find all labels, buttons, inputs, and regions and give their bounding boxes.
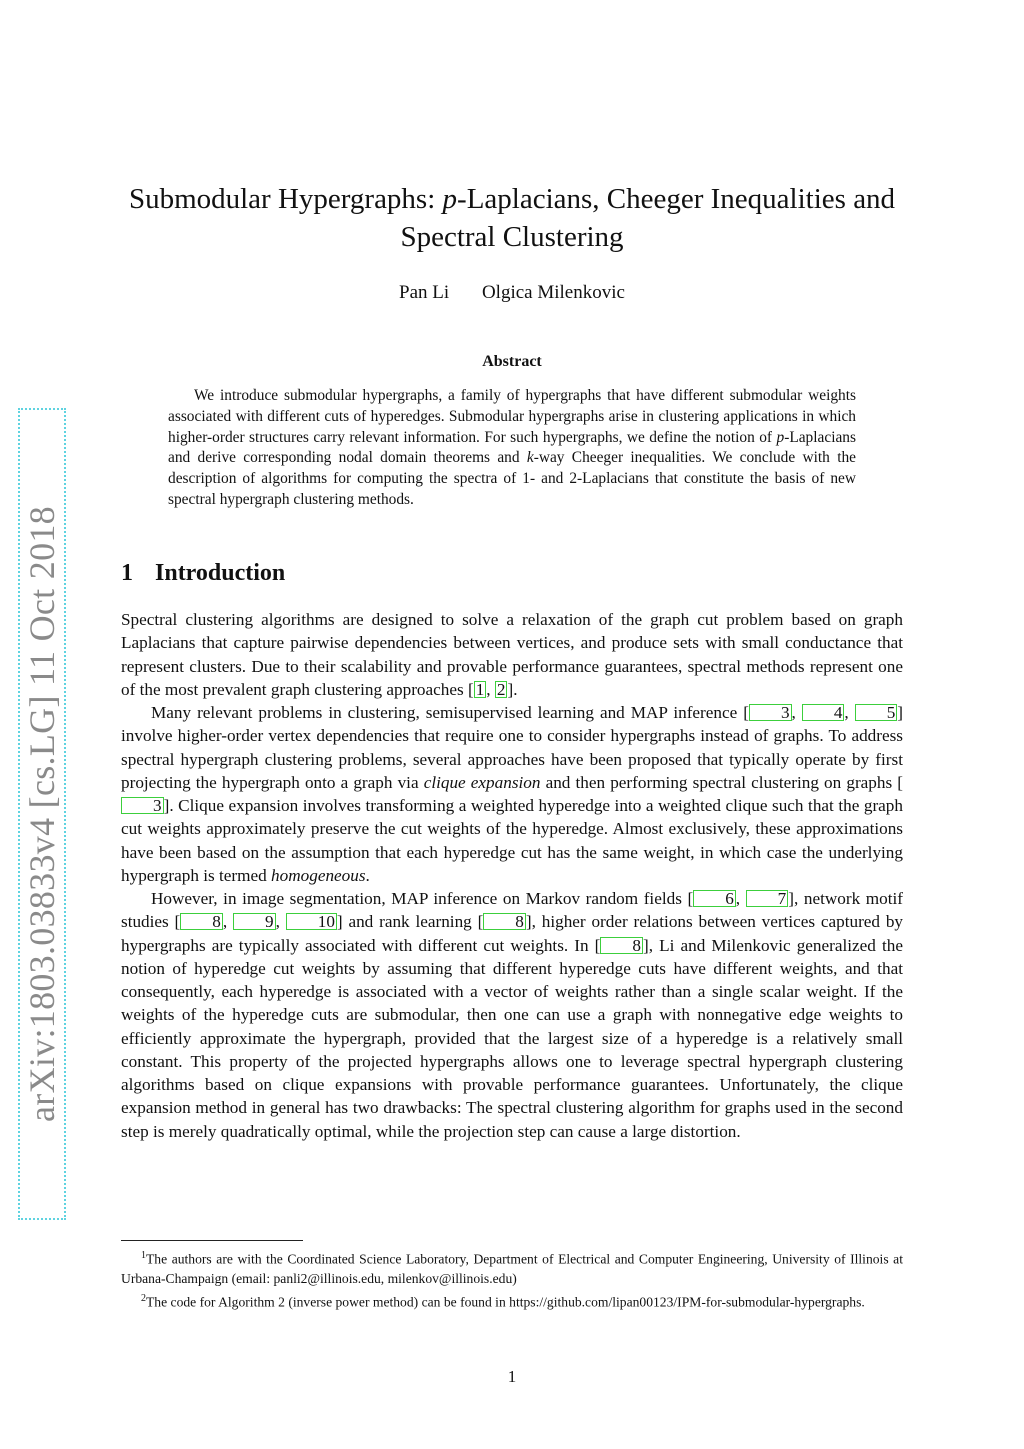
abstract-heading: Abstract xyxy=(482,353,542,370)
paragraph-segment: and then performing spectral clustering on graphs [ xyxy=(540,772,903,792)
title-part-1: Submodular Hypergraphs: xyxy=(128,183,443,215)
abstract-segment: We introduce submodular hypergraphs, a family of hypergraphs that have different submodular weights associated with different cuts of hyperedges. Submodular hypergraphs arise in clustering applications in which higher-order structures carry relevant information. For such hypergraphs, we define the notion of xyxy=(168,387,856,446)
citation-link[interactable]: 3 xyxy=(121,797,164,814)
citation-link[interactable]: 4 xyxy=(802,704,845,721)
citation-link[interactable]: 8 xyxy=(180,913,223,930)
section-number: 1 xyxy=(121,560,133,586)
title-line-2: Spectral Clustering xyxy=(400,221,624,253)
citation-link[interactable]: 10 xyxy=(286,913,337,930)
section-title: Introduction xyxy=(155,560,286,586)
abstract-text xyxy=(168,386,856,511)
footnote-text: The authors are with the Coordinated Science Laboratory, Department of Electrical and Computer Engineering, University of Illinois at Urbana-Champaign (email: panli2@illinois.edu, milenkov@illinois.edu) xyxy=(121,1251,903,1287)
emphasis-term: clique expansion xyxy=(423,772,541,792)
footnotes xyxy=(121,1246,903,1312)
section-heading-introduction xyxy=(121,560,285,587)
paragraph-segment: , xyxy=(275,912,286,932)
paragraph-segment: , xyxy=(486,679,495,699)
author-name: Olgica Milenkovic xyxy=(481,282,625,303)
abstract-segment: -Laplacians and derive corresponding nodal domain theorems and xyxy=(168,428,856,467)
paragraph-segment: ], higher order relations between vertices captured by hypergraphs are typically associated with different cut weights. In [ xyxy=(121,912,904,955)
footnote-1 xyxy=(121,1246,903,1289)
footnote-2 xyxy=(121,1289,903,1312)
paragraph-segment: Many relevant problems in clustering, semisupervised learning and MAP inference [ xyxy=(151,703,749,722)
paragraph-segment: ], Li and Milenkovic generalized the notion of hyperedge cut weights by assuming that different hyperedge cuts have different weights, and that consequently, each hyperedge is associated with a vector of weights rather than a single scalar weight. If the weights of the hyperedge cuts are submodular, then one can use a graph with nonnegative edge weights to efficiently approximate the hypergraph, provided that the largest size of a hyperedge is a relatively small constant. This property of the projected hypergraphs allows one to leverage spectral hypergraph clustering algorithms based on clique expansions with provable performance guarantees. Unfortunately, the clique expansion method in general has two drawbacks: The spectral clustering algorithm for graphs used in the second step is merely quadratically optimal, while the projection step can cause a large distortion. xyxy=(121,935,903,1141)
footnote-text: The code for Algorithm 2 (inverse power method) can be found in https://github.com/lipan00123/IPM-for-submodular-hypergraphs. xyxy=(146,1294,865,1310)
paragraph-segment: ] and rank learning [ xyxy=(336,912,484,932)
emphasis-term: homogeneous xyxy=(271,865,366,885)
abstract-p-variable: p xyxy=(776,428,785,446)
paragraph-segment: ]. xyxy=(507,679,518,699)
citation-link[interactable]: 8 xyxy=(483,913,526,930)
paragraph xyxy=(121,887,903,1143)
paragraph xyxy=(121,608,903,701)
abstract-segment: -way Cheeger inequalities. We conclude with the description of algorithms for computing the spectra of 1- and 2-Laplacians that constitute the basis of new spectral hypergraph clustering methods. xyxy=(168,449,856,508)
paragraph-segment: ]. Clique expansion involves transforming a weighted hyperedge into a weighted clique such that the graph cut weights approximately preserve the cut weights of the hyperedge. Almost exclusively, these approximations have been based on the assumption that each hyperedge cut has the same weight, in which case the underlying hypergraph is termed xyxy=(121,796,903,885)
footnote-divider xyxy=(121,1240,303,1241)
page-number: 1 xyxy=(507,1367,517,1386)
footnote-marker: 2 xyxy=(141,1292,146,1304)
paragraph-segment: However, in image segmentation, MAP inference on Markov random fields [ xyxy=(151,889,694,908)
title-p-variable: p xyxy=(442,183,458,215)
paragraph-segment: , xyxy=(791,703,802,722)
citation-link[interactable]: 1 xyxy=(475,679,485,699)
paragraph-segment: , xyxy=(735,889,746,908)
citation-link[interactable]: 7 xyxy=(746,890,789,907)
paragraph-segment: . xyxy=(365,865,370,885)
paragraph xyxy=(121,701,903,887)
citation-link[interactable]: 5 xyxy=(855,704,898,721)
paragraph-segment: , xyxy=(222,912,234,932)
title-part-2: -Laplacians, Cheeger Inequalities and xyxy=(457,183,896,215)
paragraph-segment: ] involve higher-order vertex dependencies that require one to consider hypergraphs instead of graphs. To address spectral hypergraph clustering problems, several approaches have been proposed that typically operate by first projecting the hypergraph onto a graph via xyxy=(121,703,904,792)
paragraph-segment: ], network motif studies [ xyxy=(121,889,903,932)
footnote-marker: 1 xyxy=(141,1250,146,1261)
introduction-body xyxy=(121,608,903,1143)
paragraph-segment: Spectral clustering algorithms are designed to solve a relaxation of the graph cut problem based on graph Laplacians that capture pairwise dependencies between vertices, and produce sets with small conductance that represent clusters. Due to their scalability and provable performance guarantees, spectral methods represent one of the most prevalent graph clustering approaches [ xyxy=(121,610,903,699)
author-name: Pan Li xyxy=(399,282,450,303)
citation-link[interactable]: 8 xyxy=(600,937,643,954)
paper-title xyxy=(110,180,914,256)
citation-link[interactable]: 6 xyxy=(693,890,736,907)
citation-link[interactable]: 3 xyxy=(749,704,792,721)
arxiv-identifier: arXiv:1803.03833v4 [cs.LG] 11 Oct 2018 xyxy=(22,506,62,1122)
author-list xyxy=(110,282,914,304)
arxiv-sidebar-stamp xyxy=(18,408,66,1220)
citation-link[interactable]: 2 xyxy=(496,679,506,699)
paragraph-segment: , xyxy=(844,703,855,722)
abstract-k-variable: k xyxy=(526,449,534,467)
citation-link[interactable]: 9 xyxy=(233,913,276,930)
